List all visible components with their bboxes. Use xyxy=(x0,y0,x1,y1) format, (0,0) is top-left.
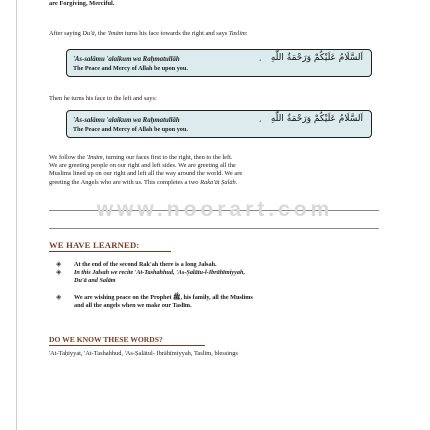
imam-term: 'Imām xyxy=(86,154,103,161)
para-line-4 xyxy=(49,179,379,187)
imam-term: 'Imām xyxy=(107,30,124,37)
learned-heading-underline xyxy=(49,251,171,252)
after-dua-post: turns his face towards the right and says xyxy=(123,30,229,37)
top-line: are Forgiving, Merciful. xyxy=(49,0,115,7)
after-dua-pre: After saying xyxy=(49,30,83,37)
para-line-3: Muslims lined up on our right and left all the way around the world. We are xyxy=(49,170,243,178)
salam-comma: ، xyxy=(259,116,262,124)
know-words-underline xyxy=(49,345,205,346)
salam-right-box xyxy=(66,49,372,77)
para-line-1-a: We follow the xyxy=(49,154,87,161)
para-line-4-b: . xyxy=(235,178,238,186)
salam-arabic: اَلسَّلَامُ عَلَيْكُمْ وَرَحْمَةُ اللّٰهِ xyxy=(270,114,363,124)
taslim-term: Taslīm xyxy=(228,30,246,37)
salam-arabic: اَلسَّلَامُ عَلَيْكُمْ وَرَحْمَةُ اللّٰهِ xyxy=(270,53,363,63)
after-dua-line xyxy=(49,30,379,38)
after-dua-end: : xyxy=(245,30,248,37)
dua-term: Du'ā xyxy=(82,30,95,37)
salam-transliteration: 'As-salāmu 'alaikum wa Raḥmatullāh xyxy=(73,117,180,124)
turn-left-line: Then he turns his face to the left and says: xyxy=(49,95,157,102)
learned-heading: WE HAVE LEARNED: xyxy=(49,240,140,250)
learned-item-2 xyxy=(74,269,374,285)
salam-meaning: The Peace and Mercy of Allah be upon you. xyxy=(73,126,188,133)
learned-item-2-line-2: Du'ā and Salām xyxy=(74,276,116,284)
salam-meaning: The Peace and Mercy of Allah be upon you. xyxy=(73,65,188,72)
explanation-paragraph xyxy=(49,154,379,187)
learned-item-3-line-2: and all the angels when we make our Taslīm. xyxy=(74,301,192,309)
bullet-icon: ◈ xyxy=(56,260,62,268)
bullet-icon: ◈ xyxy=(56,268,62,276)
salam-left-box xyxy=(66,110,372,138)
para-line-1 xyxy=(49,154,379,162)
watermark: www.noorart.com xyxy=(96,198,334,221)
learned-item-3 xyxy=(74,294,374,310)
bullet-icon: ◈ xyxy=(56,293,62,301)
rakat-term: Raka'āt Ṣalāh xyxy=(200,178,236,186)
learned-item-1: At the end of the second Rak'ah there is a long Jalsah. xyxy=(74,261,217,268)
para-line-2: We are greeting people on our right and left sides. We are greeting all the xyxy=(49,162,236,170)
after-dua-mid: , the xyxy=(94,30,108,37)
para-line-4-a: greeting the Angels who are with us. This completes a two xyxy=(49,178,201,186)
salam-transliteration: 'As-salāmu 'alaikum wa Raḥmatullāh xyxy=(73,56,180,63)
salam-comma: ، xyxy=(259,55,262,63)
vocabulary-list: 'At-Taḥiyyat, 'At-Tashahhud, 'As-Ṣalātul- Ibrāhīmiyyah, Taslīm, blessings xyxy=(49,350,238,357)
know-words-heading: DO WE KNOW THESE WORDS? xyxy=(49,335,163,344)
para-line-1-b: , turning our faces first to the right, then to the left. xyxy=(102,154,233,161)
learned-item-3-line-1: We are wishing peace on the Prophet ﷺ, his family, all the Muslims xyxy=(74,294,253,301)
divider-line xyxy=(49,228,379,229)
learned-item-2-line-1: In this Jalsah we recite 'At-Tashahhud, 'As-Ṣalātu-l-Ibrāhīmiyyah, xyxy=(74,269,245,276)
